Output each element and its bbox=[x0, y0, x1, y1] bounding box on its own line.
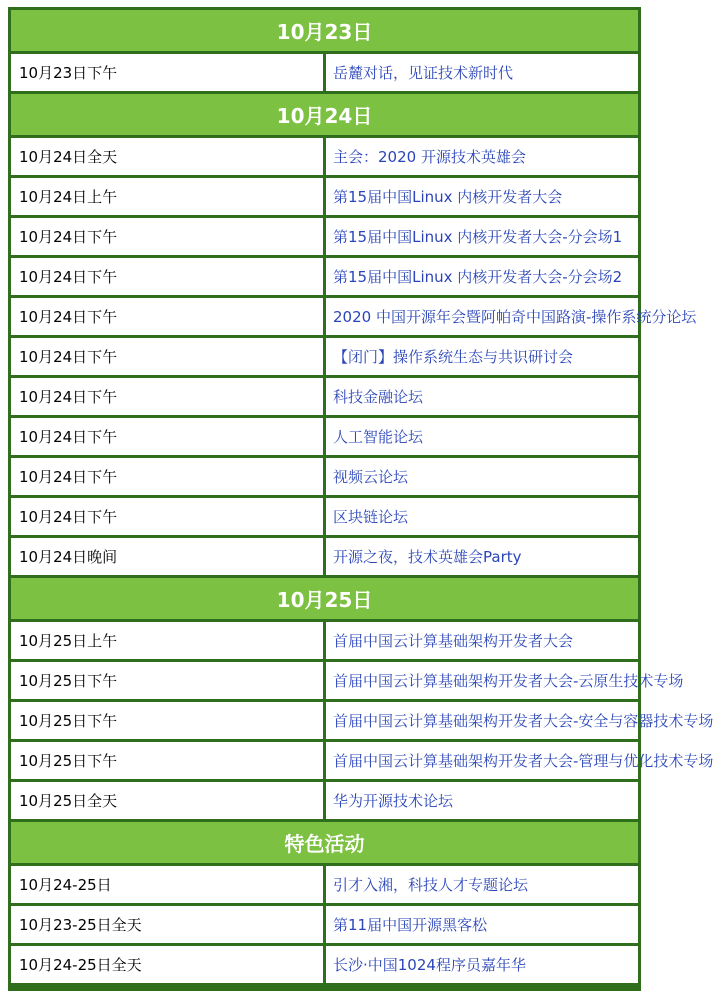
session-title-link[interactable]: 首届中国云计算基础架构开发者大会 bbox=[325, 621, 639, 661]
session-time: 10月24日上午 bbox=[11, 177, 325, 217]
session-title-link[interactable]: 首届中国云计算基础架构开发者大会-云原生技术专场 bbox=[325, 661, 639, 701]
session-title-link[interactable]: 华为开源技术论坛 bbox=[325, 781, 639, 821]
session-time: 10月25日下午 bbox=[11, 661, 325, 701]
session-title-link[interactable]: 区块链论坛 bbox=[325, 497, 639, 537]
session-time: 10月24-25日 bbox=[11, 865, 325, 905]
session-time: 10月24日下午 bbox=[11, 497, 325, 537]
session-time: 10月24日全天 bbox=[11, 137, 325, 177]
schedule-row bbox=[11, 137, 638, 177]
session-time: 10月24日下午 bbox=[11, 257, 325, 297]
session-time: 10月25日上午 bbox=[11, 621, 325, 661]
session-time: 10月23日下午 bbox=[11, 53, 325, 93]
session-title-link[interactable]: 主会：2020 开源技术英雄会 bbox=[325, 137, 639, 177]
schedule-row bbox=[11, 781, 638, 821]
session-time: 10月24日下午 bbox=[11, 217, 325, 257]
section-header bbox=[11, 93, 638, 137]
schedule-row bbox=[11, 661, 638, 701]
session-title-link[interactable]: 开源之夜，技术英雄会Party bbox=[325, 537, 639, 577]
section-header bbox=[11, 10, 638, 53]
schedule-row bbox=[11, 53, 638, 93]
section-title: 10月24日 bbox=[11, 93, 638, 137]
schedule-row bbox=[11, 337, 638, 377]
schedule-row bbox=[11, 537, 638, 577]
session-time: 10月24日下午 bbox=[11, 337, 325, 377]
session-time: 10月24日下午 bbox=[11, 457, 325, 497]
session-title-link[interactable]: 2020 中国开源年会暨阿帕奇中国路演-操作系统分论坛 bbox=[325, 297, 639, 337]
session-title-link[interactable]: 首届中国云计算基础架构开发者大会-管理与优化技术专场 bbox=[325, 741, 639, 781]
schedule-row bbox=[11, 701, 638, 741]
session-time: 10月24-25日全天 bbox=[11, 945, 325, 984]
section-title: 特色活动 bbox=[11, 821, 638, 865]
schedule-row bbox=[11, 945, 638, 984]
schedule-row bbox=[11, 417, 638, 457]
session-time: 10月25日下午 bbox=[11, 741, 325, 781]
section-header bbox=[11, 577, 638, 621]
session-title-link[interactable]: 【闭门】操作系统生态与共识研讨会 bbox=[325, 337, 639, 377]
session-time: 10月24日晚间 bbox=[11, 537, 325, 577]
session-time: 10月25日全天 bbox=[11, 781, 325, 821]
schedule-row bbox=[11, 257, 638, 297]
session-time: 10月24日下午 bbox=[11, 297, 325, 337]
schedule-row bbox=[11, 377, 638, 417]
session-title-link[interactable]: 第15届中国Linux 内核开发者大会 bbox=[325, 177, 639, 217]
session-title-link[interactable]: 第11届中国开源黑客松 bbox=[325, 905, 639, 945]
schedule-row bbox=[11, 457, 638, 497]
section-title: 10月25日 bbox=[11, 577, 638, 621]
session-time: 10月25日下午 bbox=[11, 701, 325, 741]
session-title-link[interactable]: 长沙·中国1024程序员嘉年华 bbox=[325, 945, 639, 984]
schedule-row bbox=[11, 217, 638, 257]
session-title-link[interactable]: 引才入湘，科技人才专题论坛 bbox=[325, 865, 639, 905]
schedule-row bbox=[11, 621, 638, 661]
schedule-row bbox=[11, 865, 638, 905]
schedule-row bbox=[11, 905, 638, 945]
session-title-link[interactable]: 第15届中国Linux 内核开发者大会-分会场2 bbox=[325, 257, 639, 297]
schedule-row bbox=[11, 497, 638, 537]
session-title-link[interactable]: 岳麓对话，见证技术新时代 bbox=[325, 53, 639, 93]
schedule-row bbox=[11, 177, 638, 217]
section-title: 10月23日 bbox=[11, 10, 638, 53]
session-title-link[interactable]: 科技金融论坛 bbox=[325, 377, 639, 417]
schedule-row bbox=[11, 741, 638, 781]
session-title-link[interactable]: 视频云论坛 bbox=[325, 457, 639, 497]
schedule-body bbox=[11, 10, 713, 983]
schedule-row bbox=[11, 297, 638, 337]
schedule-table bbox=[8, 7, 713, 991]
session-title-link[interactable]: 第15届中国Linux 内核开发者大会-分会场1 bbox=[325, 217, 639, 257]
section-header bbox=[11, 821, 638, 865]
session-title-link[interactable]: 人工智能论坛 bbox=[325, 417, 639, 457]
session-time: 10月23-25日全天 bbox=[11, 905, 325, 945]
session-time: 10月24日下午 bbox=[11, 377, 325, 417]
session-time: 10月24日下午 bbox=[11, 417, 325, 457]
session-title-link[interactable]: 首届中国云计算基础架构开发者大会-安全与容器技术专场 bbox=[325, 701, 639, 741]
